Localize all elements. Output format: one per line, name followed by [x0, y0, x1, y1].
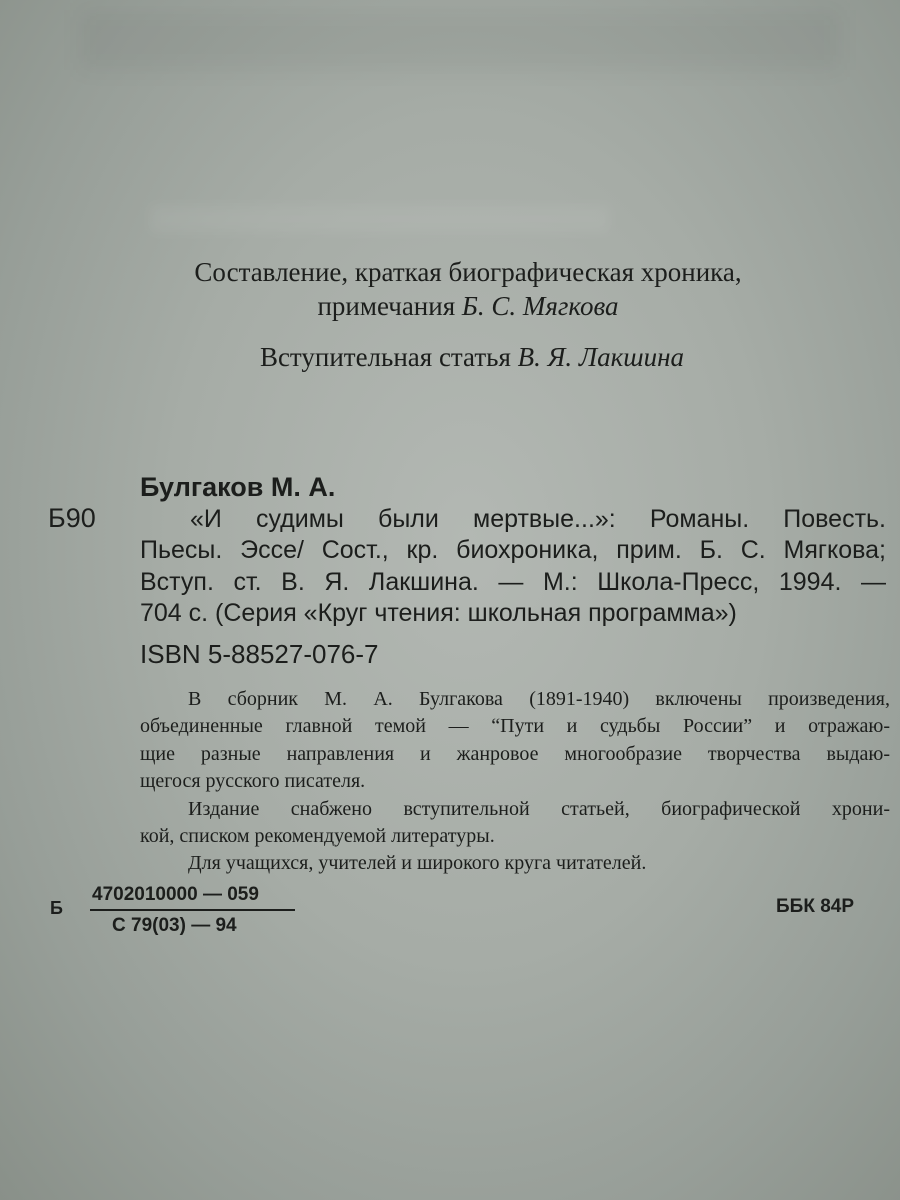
abstract-line: объединенные главной темой — “Пути и судьбы России” и отражаю-	[140, 715, 890, 737]
classification-numerator: 4702010000 — 059	[92, 884, 259, 905]
credits-intro-name: В. Я. Лакшина	[517, 342, 685, 372]
show-through-text	[150, 205, 610, 233]
catalog-entry-line: Пьесы. Эссе/ Сост., кр. биохроника, прим. Б. С. Мягкова;	[140, 536, 886, 564]
credits-notes-name: Б. С. Мягкова	[461, 291, 619, 321]
bbk-code: ББК 84Р	[776, 896, 854, 917]
abstract-line: В сборник М. А. Булгакова (1891-1940) включены произведения,	[188, 688, 890, 710]
abstract-line: Для учащихся, учителей и широкого круга читателей.	[188, 852, 647, 874]
abstract-line: Издание снабжено вступительной статьей, биографической хрони-	[188, 798, 890, 820]
credits-compilation-line	[18, 255, 900, 289]
page-texture	[80, 10, 840, 70]
abstract-line: щегося русского писателя.	[140, 770, 366, 792]
credits-intro-label: Вступительная статья	[259, 342, 511, 372]
catalog-entry-line: «И судимы были мертвые...»: Романы. Повесть.	[190, 505, 886, 533]
fraction-divider	[90, 909, 295, 911]
credits-notes-label: примечания	[317, 291, 456, 321]
classification-letter: Б	[50, 898, 63, 918]
abstract-line: кой, списком рекомендуемой литературы.	[140, 825, 495, 847]
catalog-entry-line: 704 с. (Серия «Круг чтения: школьная программа»)	[140, 599, 737, 627]
isbn: ISBN 5-88527-076-7	[140, 639, 379, 669]
classification-denominator: С 79(03) — 94	[112, 915, 237, 936]
classification-code	[90, 882, 295, 939]
abstract-line: щие разные направления и жанровое многообразие творчества выдаю-	[140, 743, 890, 765]
catalog-index: Б90	[48, 503, 96, 533]
credits-intro-line	[22, 340, 900, 374]
catalog-author: Булгаков М. А.	[140, 472, 336, 502]
credits-compilation-text: Составление, краткая биографическая хроника,	[194, 257, 742, 287]
catalog-entry-line: Вступ. ст. В. Я. Лакшина. — М.: Школа-Пресс, 1994. —	[140, 568, 886, 596]
credits-notes-line	[18, 289, 900, 323]
